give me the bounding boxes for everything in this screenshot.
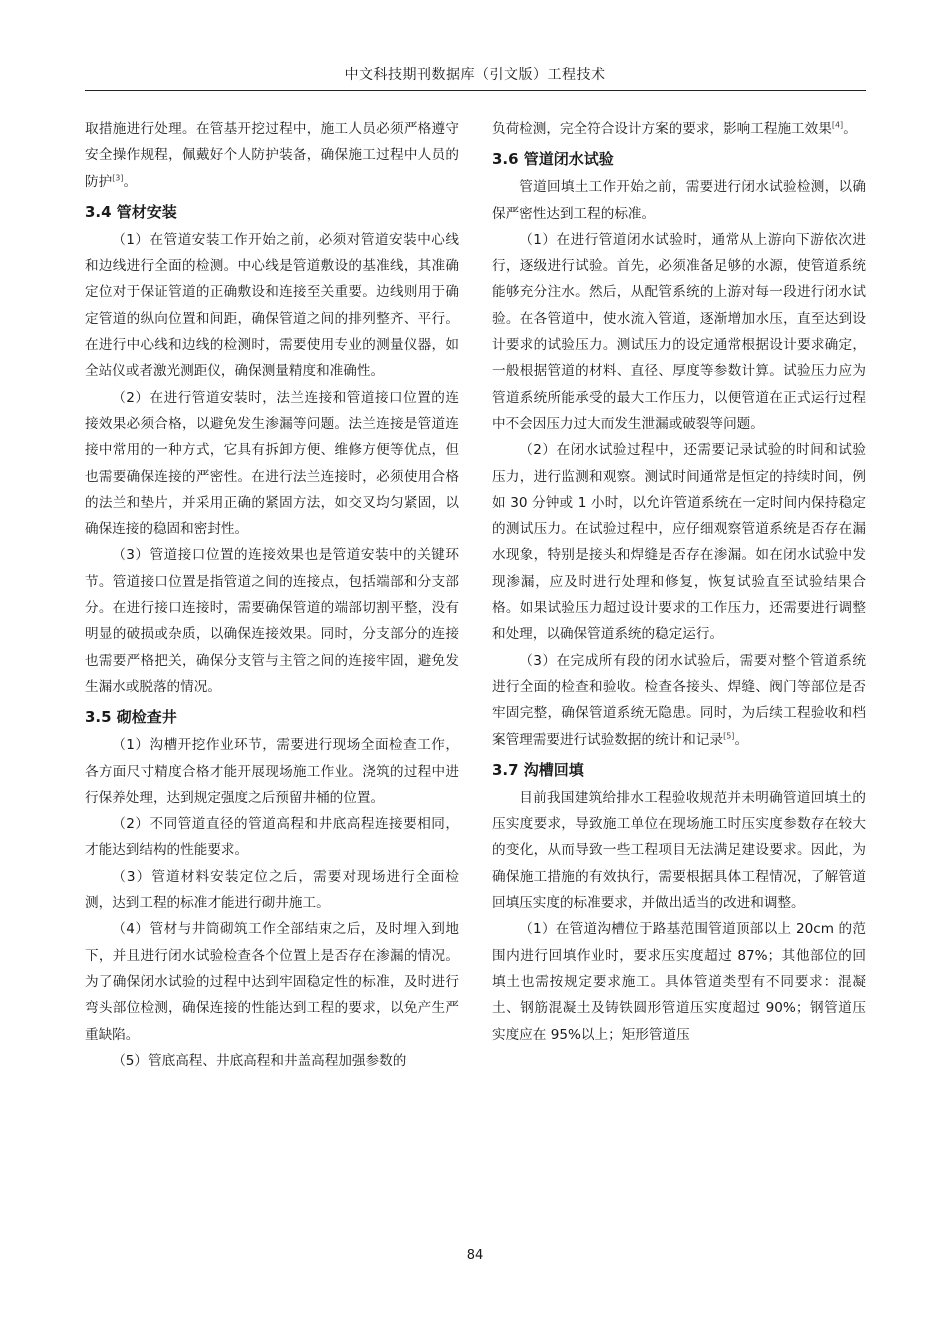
paragraph: （3）管道材料安装定位之后，需要对现场进行全面检测，达到工程的标准才能进行砌井施工。 [85, 868, 459, 912]
section-heading-3-4: 3.4 管材安装 [85, 202, 177, 221]
paragraph: 负荷检测，完全符合设计方案的要求，影响工程施工效果[4]。 [492, 120, 857, 137]
paragraph: （3）在完成所有段的闭水试验后，需要对整个管道系统进行全面的检查和验收。检查各接头、焊缝、阀门等部位是否牢固完整，确保管道系统无隐患。同时，为后续工程验收和档案管理需要进行试验数据的统计和记录[5]。 [492, 652, 866, 748]
header-rule [85, 90, 866, 91]
paragraph: （2）在进行管道安装时，法兰连接和管道接口位置的连接效果必须合格，以避免发生渗漏等问题。法兰连接是管道连接中常用的一种方式，它具有拆卸方便、维修方便等优点，但也需要确保连接的严密性。在进行法兰连接时，必须使用合格的法兰和垫片，并采用正确的紧固方法，如交叉均匀紧固，以确保连接的稳固和密封性。 [85, 389, 459, 538]
section-heading-3-7: 3.7 沟槽回填 [492, 760, 584, 779]
paragraph: 取措施进行处理。在管基开挖过程中，施工人员必须严格遵守安全操作规程，佩戴好个人防护装备，确保施工过程中人员的防护[3]。 [85, 121, 459, 190]
citation: [4] [831, 120, 844, 130]
paragraph: 目前我国建筑给排水工程验收规范并未明确管道回填土的压实度要求，导致施工单位在现场施工时压实度参数存在较大的变化，从而导致一些工程项目无法满足建设要求。因此，为确保施工措施的有效执行，需要根据具体工程情况，了解管道回填压实度的标准要求，并做出适当的改进和调整。 [492, 789, 866, 912]
paragraph: （3）管道接口位置的连接效果也是管道安装中的关键环节。管道接口位置是指管道之间的连接点，包括端部和分支部分。在进行接口连接时，需要确保管道的端部切割平整，没有明显的破损或杂质，以确保连接效果。同时，分支部分的连接也需要严格把关，确保分支管与主管之间的连接牢固，避免发生漏水或脱落的情况。 [85, 547, 459, 695]
paragraph: （1）在进行管道闭水试验时，通常从上游向下游依次进行，逐级进行试验。首先，必须准备足够的水源，使管道系统能够充分注水。然后，从配管系统的上游对每一段进行闭水试验。在各管道中，使水流入管道，逐渐增加水压，直至达到设计要求的试验压力。测试压力的设定通常根据设计要求确定，一般根据管道的材料、直径、厚度等参数计算。试验压力应为管道系统所能承受的最大工作压力，以便管道在正式运行过程中不会因压力过大而发生泄漏或破裂等问题。 [492, 231, 866, 432]
paragraph: （1）沟槽开挖作业环节，需要进行现场全面检查工作，各方面尺寸精度合格才能开展现场施工作业。浇筑的过程中进行保养处理，达到规定强度之后预留井桶的位置。 [85, 737, 459, 806]
section-heading-3-6: 3.6 管道闭水试验 [492, 150, 614, 169]
paragraph: （4）管材与井筒砌筑工作全部结束之后，及时埋入到地下，并且进行闭水试验检查各个位置上是否存在渗漏的情况。为了确保闭水试验的过程中达到牢固稳定性的标准，及时进行弯头部位检测，确保连接的性能达到工程的要求，以免产生严重缺陷。 [85, 921, 459, 1043]
left-column [85, 116, 459, 1074]
citation: [3] [112, 173, 124, 183]
paragraph: （1）在管道沟槽位于路基范围管道顶部以上 20cm 的范围内进行回填作业时，要求压实度超过 87%；其他部位的回填土也需按规定要求施工。具体管道类型有不同要求：混凝土、钢筋混凝土及铸铁圆形管道压实度超过 90%；钢管道压实度应在 95%以上；矩形管道压 [492, 921, 866, 1043]
journal-header: 中文科技期刊数据库（引文版）工程技术 [344, 67, 606, 83]
citation: [5] [723, 731, 735, 740]
page-number: 84 [466, 1248, 484, 1263]
section-heading-3-5: 3.5 砌检查井 [85, 708, 177, 727]
paragraph: （1）在管道安装工作开始之前，必须对管道安装中心线和边线进行全面的检测。中心线是管道敷设的基准线，其准确定位对于保证管道的正确敷设和连接至关重要。边线则用于确定管道的纵向位置和间距，确保管道之间的排列整齐、平行。在进行中心线和边线的检测时，需要使用专业的测量仪器，如全站仪或者激光测距仪，确保测量精度和准确性。 [85, 231, 459, 380]
paragraph: （5）管底高程、井底高程和井盖高程加强参数的 [112, 1052, 407, 1069]
right-column [492, 116, 866, 1048]
paragraph: （2）在闭水试验过程中，还需要记录试验的时间和试验压力，进行监测和观察。测试时间通常是恒定的持续时间，例如 30 分钟或 1 小时，以允许管道系统在一定时间内保持稳定的测试压力。在试验过程中，应仔细观察管道系统是否存在漏水现象，特别是接头和焊缝是否存在渗漏。如在闭水试验中发现渗漏，应及时进行处理和修复，恢复试验直至试验结果合格。如果试验压力超过设计要求的工作压力，还需要进行调整和处理，以确保管道系统的稳定运行。 [492, 442, 866, 643]
paragraph: （2）不同管道直径的管道高程和井底高程连接要相同，才能达到结构的性能要求。 [85, 816, 459, 859]
paragraph: 管道回填土工作开始之前，需要进行闭水试验检测，以确保严密性达到工程的标准。 [492, 179, 866, 222]
